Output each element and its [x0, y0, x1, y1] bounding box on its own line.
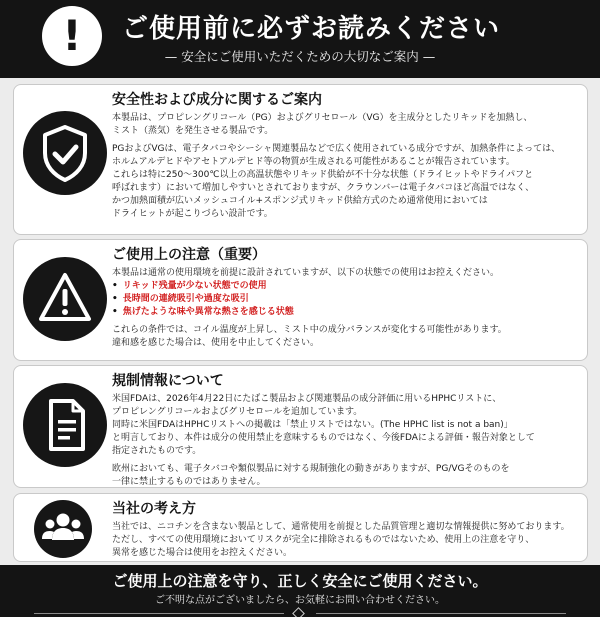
caution-item: • 長時間の連続吸引や過度な吸引 — [112, 293, 581, 306]
page-footer — [0, 565, 600, 617]
section-title: 規制情報について — [112, 373, 224, 389]
people-group-icon — [34, 500, 92, 558]
body-line: これらは特に250〜300℃以上の高温状態やリキッド供給が不十分な状態（ドライヒットやドライパフと — [112, 170, 534, 180]
body-line: と明言しており、本件は成分の使用禁止を意味するものではなく、今後FDAによる評価・報告対象として — [112, 433, 535, 443]
body-line: 呼ばれます）において増加しやすいとされておりますが、クラウンバーは電子タバコほど高温ではなく、 — [112, 183, 535, 193]
body-line: ただし、すべての使用環境においてリスクが完全に排除されるものではないため、使用上の注意を守り、 — [112, 535, 535, 545]
section-safety-ingredients — [13, 84, 588, 235]
warning-triangle-icon — [23, 257, 107, 341]
footer-main-text: ご使用上の注意を守り、正しく安全にご使用ください。 — [112, 572, 488, 590]
document-icon — [23, 383, 107, 467]
shield-check-icon — [23, 111, 107, 195]
page-title: ご使用前に必ずお読みください — [122, 14, 501, 44]
body-line: 違和感を感じた場合は、使用を中止してください。 — [112, 338, 320, 348]
section-usage-caution — [13, 239, 588, 361]
footer-sub-text: ご不明な点がございましたら、お気軽にお問い合わせください。 — [155, 595, 445, 606]
body-line: 同時に米国FDAはHPHCリストへの掲載は「禁止リストではない。(The HPHC list is not a ban)」 — [112, 420, 513, 430]
content-area — [0, 78, 600, 565]
page-header — [0, 0, 600, 78]
footer-divider-right — [316, 613, 566, 614]
body-line: 本製品は、プロピレングリコール（PG）およびグリセロール（VG）を主成分としたリキッドを加熱し、 — [112, 113, 533, 123]
section-title: ご使用上の注意（重要） — [112, 247, 266, 263]
body-line: 欧州においても、電子タバコや類似製品に対する規制強化の動きがありますが、PG/VGそのものを — [112, 464, 510, 474]
body-line: プロピレングリコールおよびグリセロールを追加しています。 — [112, 407, 363, 417]
page-subtitle: — 安全にご使用いただくための大切なご案内 — — [164, 49, 436, 64]
caution-item: • 焦げたような味や異常な熱さを感じる状態 — [112, 306, 581, 319]
body-line: 異常を感じた場合は使用をお控えください。 — [112, 548, 293, 558]
section-regulation — [13, 365, 588, 488]
caution-list — [112, 280, 581, 319]
body-line: 当社では、ニコチンを含まない製品として、通常使用を前提とした品質管理と適切な情報提供に努めております。 — [112, 522, 570, 532]
body-line: 一律に禁止するものではありません。 — [112, 477, 266, 487]
body-line: ドライヒットが起こりづらい設計です。 — [112, 209, 273, 219]
caution-item: • リキッド残量が少ない状態での使用 — [112, 280, 581, 293]
body-line: 本製品は通常の使用環境を前提に設計されていますが、以下の状態での使用はお控えください。 — [112, 268, 500, 278]
diamond-ornament-icon — [292, 607, 305, 617]
exclamation-icon: ! — [42, 6, 102, 66]
body-line: これらの条件では、コイル温度が上昇し、ミスト中の成分バランスが変化する可能性があります。 — [112, 325, 507, 335]
body-line: かつ加熱面積が広いメッシュコイル+スポンジ式リキッド供給方式のため通常使用においては — [112, 196, 488, 206]
body-line: ミスト（蒸気）を発生させる製品です。 — [112, 126, 274, 136]
body-line: 米国FDAは、2026年4月22日にたばこ製品および関連製品の成分評価に用いるHPHCリストに、 — [112, 394, 502, 404]
section-company-stance — [13, 493, 588, 562]
footer-divider-left — [34, 613, 284, 614]
body-line: PGおよびVGは、電子タバコやシーシャ関連製品などで広く使用されている成分ですが、加熱条件によっては、 — [112, 144, 561, 154]
section-title: 安全性および成分に関するご案内 — [112, 92, 322, 108]
body-line: 指定されたものです。 — [112, 446, 202, 456]
body-line: ホルムアルデヒドやアセトアルデヒド等の物質が生成される可能性があることが報告されています。 — [112, 157, 515, 167]
section-title: 当社の考え方 — [112, 501, 196, 517]
